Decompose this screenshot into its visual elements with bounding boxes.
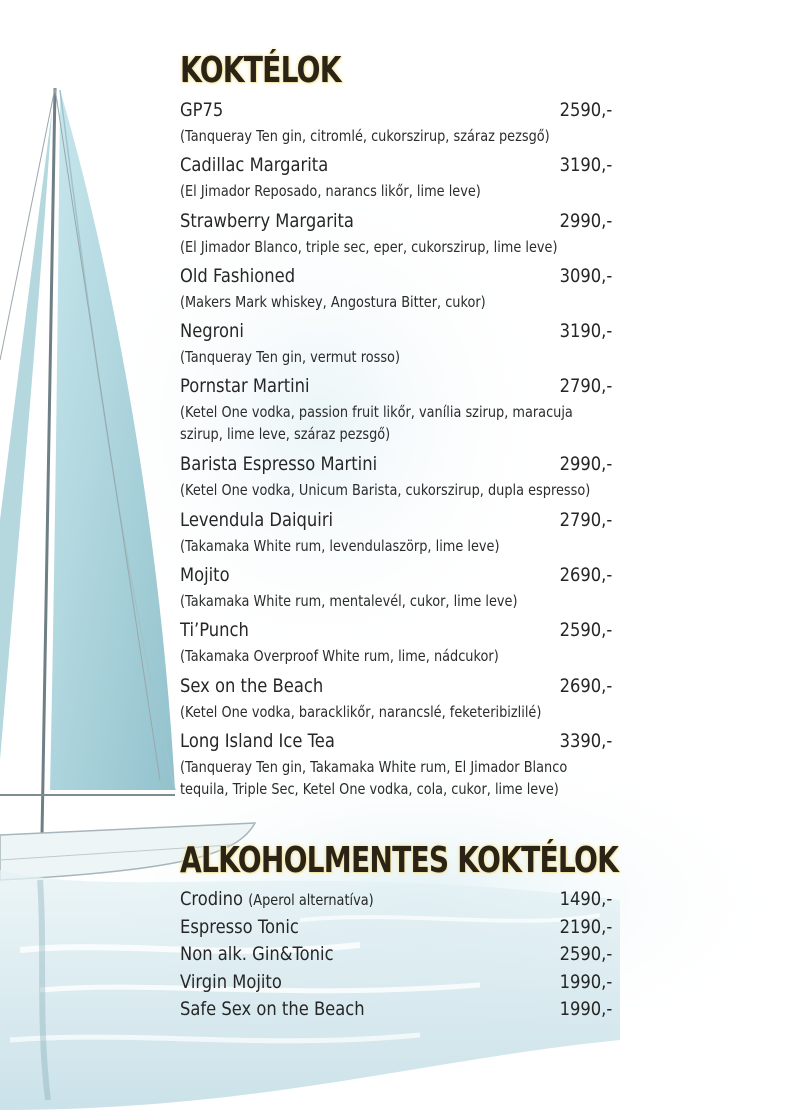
menu-item-name: Strawberry Margarita [180,210,354,232]
menu-item-row [180,728,612,754]
menu-item-row [180,914,612,942]
menu-item [180,152,612,200]
menu-item [180,728,612,798]
menu-item-row [180,318,612,344]
menu-item [180,562,612,610]
menu-item-name: Old Fashioned [180,265,296,287]
menu-item-description: (Takamaka White rum, mentalevél, cukor, lime leve) [180,592,518,610]
menu-item [180,673,612,721]
menu-item-name: Negroni [180,320,244,342]
menu-item-name-text: Virgin Mojito [180,970,282,993]
menu-item [180,208,612,256]
menu-item-description: (El Jimador Reposado, narancs likőr, lime leve) [180,182,481,200]
menu-item-description: (Ketel One vodka, Unicum Barista, cukorszirup, dupla espresso) [180,481,591,499]
menu-item-description: (Ketel One vodka, passion fruit likőr, vanília szirup, maracuja szirup, lime leve, száraz pezsgő) [180,403,573,443]
menu-item-price: 2690,- [559,564,612,586]
menu-item-row [180,208,612,234]
menu-item-name-text: Espresso Tonic [180,915,299,938]
menu-item [180,318,612,366]
menu-item-name: Barista Espresso Martini [180,453,378,475]
menu-item-description: (Tanqueray Ten gin, vermut rosso) [180,348,400,366]
menu-item-name: Levendula Daiquiri [180,509,334,531]
menu-item-name [180,941,334,967]
menu-item-name: Ti’Punch [180,619,249,641]
menu-item-row [180,451,612,477]
menu-item-price: 1990,- [559,970,612,993]
menu-item-row [180,152,612,178]
menu-item-price: 2990,- [559,453,612,475]
menu-item-name: Cadillac Margarita [180,154,329,176]
menu-item-name: Pornstar Martini [180,375,310,397]
menu-item-name [180,969,282,995]
menu-item-row [180,996,612,1024]
menu-item [180,263,612,311]
menu-item-name-text: Safe Sex on the Beach [180,998,365,1020]
menu-item-row [180,886,612,914]
menu-item-price: 3390,- [559,730,612,752]
non-alcoholic-list [180,886,612,1024]
menu-item [180,507,612,555]
menu-item-description: (Tanqueray Ten gin, citromlé, cukorszirup, száraz pezsgő) [180,127,550,145]
section-title-cocktails: KOKTÉLOK [180,50,341,91]
menu-item-price: 2590,- [559,943,612,965]
menu-item-name: Mojito [180,564,230,586]
menu-item-price: 1490,- [559,888,612,910]
menu-item-row [180,617,612,643]
menu-item-price: 2790,- [559,375,612,397]
menu-item-price: 2590,- [559,99,612,121]
menu-item-row [180,969,612,997]
menu-item-name: Sex on the Beach [180,675,324,697]
menu-item-description: (Takamaka Overproof White rum, lime, nádcukor) [180,647,499,665]
menu-item-name [180,886,374,913]
menu-item-description: (El Jimador Blanco, triple sec, eper, cukorszirup, lime leve) [180,238,558,256]
menu-item-row [180,562,612,588]
menu-item-description: (Tanqueray Ten gin, Takamaka White rum, El Jimador Blanco tequila, Triple Sec, Ketel One vodka, cola, cukor, lime leve) [180,758,568,798]
section-title-non-alcoholic: ALKOHOLMENTES KOKTÉLOK [180,840,619,881]
menu-item-row [180,941,612,969]
menu-item-price: 3190,- [559,320,612,342]
menu-item-note: (Aperol alternatíva) [248,891,374,909]
menu-item-price: 3190,- [559,154,612,176]
menu-item-row [180,373,612,399]
menu-item-name [180,914,299,940]
menu-item-price: 2790,- [559,509,612,531]
menu-item-price: 2190,- [559,915,612,938]
menu-item-row [180,263,612,289]
menu-item [180,373,612,443]
menu-item-price: 1990,- [559,998,612,1020]
menu-item-description: (Makers Mark whiskey, Angostura Bitter, cukor) [180,293,486,311]
menu-item-price: 2990,- [559,210,612,232]
menu-item [180,97,612,145]
menu-item-row [180,673,612,699]
menu-item-price: 2690,- [559,675,612,697]
menu-item [180,451,612,499]
menu-item-description: (Takamaka White rum, levendulaszörp, lime leve) [180,537,500,555]
menu-item-price: 3090,- [559,265,612,287]
menu-item-name: GP75 [180,99,224,121]
menu-item-price: 2590,- [559,619,612,641]
menu-item-name-text: Crodino [180,888,244,910]
menu-item-name-text: Non alk. Gin&Tonic [180,943,334,965]
menu-item-description: (Ketel One vodka, baracklikőr, narancslé, feketeribizlilé) [180,703,542,721]
menu-item-name: Long Island Ice Tea [180,730,335,752]
menu-item-row [180,507,612,533]
menu-item [180,617,612,665]
menu-item-name [180,996,365,1022]
menu-item-row [180,97,612,123]
